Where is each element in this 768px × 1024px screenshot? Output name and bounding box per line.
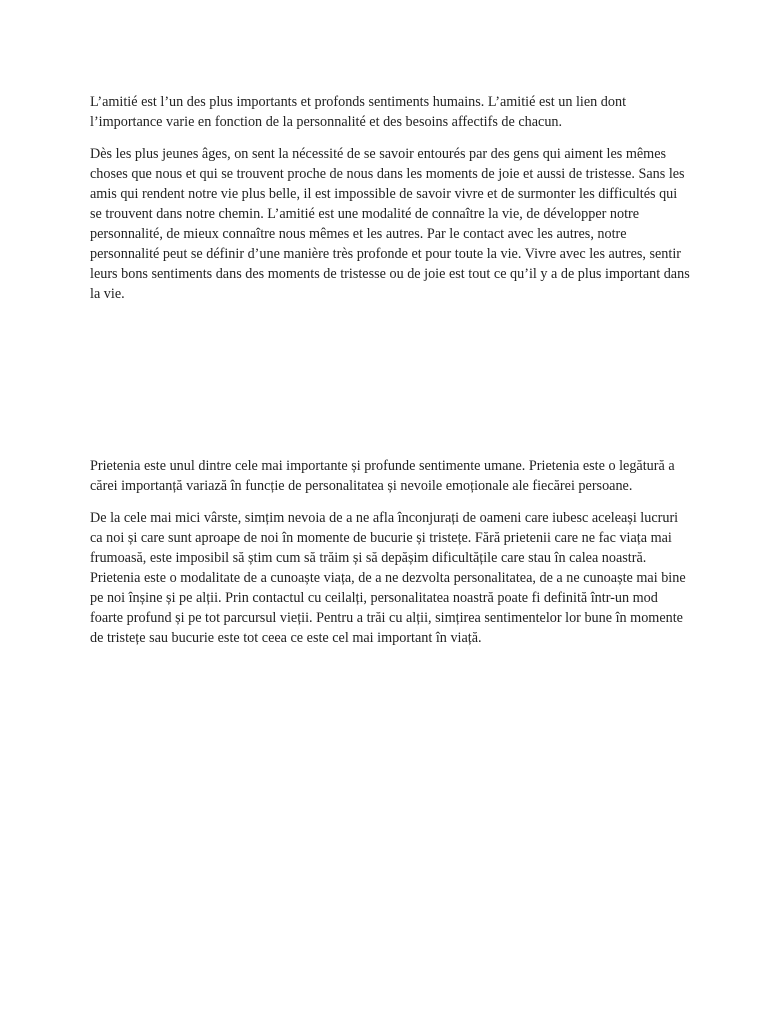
romanian-text-block (90, 456, 690, 660)
french-paragraph-1: L’amitié est l’un des plus importants et profonds sentiments humains. L’amitié est un lien dont l’importance varie en fonction de la personnalité et des besoins affectifs de chacun. (90, 94, 627, 130)
french-paragraph-2: Dès les plus jeunes âges, on sent la nécessité de se savoir entourés par des gens qui aiment les mêmes choses que nous et qui se trouvent proche de nous dans les moments de joie et aussi de tristesse. Sans les amis qui rendent notre vie plus belle, il est impossible de savoir vivre et de surmonter les difficultés qui se trouvent dans notre chemin. L’amitié est une modalité de connaître la vie, de développer notre personnalité, de mieux connaître nous mêmes et les autres. Par le contact avec les autres, notre personnalité peut se définir d’une manière très profonde et pour toute la vie. Vivre avec les autres, sentir leurs bons sentiments dans des moments de tristesse ou de joie est tout ce qu’il y a de plus important dans la vie. (90, 146, 690, 302)
romanian-paragraph-1: Prietenia este unul dintre cele mai importante și profunde sentimente umane. Prietenia este o legătură a cărei importanță variază în funcție de personalitatea și nevoile emoționale ale fiecărei persoane. (90, 458, 675, 494)
romanian-paragraph-2: De la cele mai mici vârste, simțim nevoia de a ne afla înconjurați de oameni care iubesc aceleași lucruri ca noi și care sunt aproape de noi în momente de bucurie și tristețe. Fără prietenii care ne fac viața mai frumoasă, este imposibil să știm cum să trăim și să depășim dificultățile care stau în calea noastră. Prietenia este o modalitate de a cunoaște viața, de a ne dezvolta personalitatea, de a ne cunoaște mai bine pe noi înșine și pe alții. Prin contactul cu ceilalți, personalitatea noastră poate fi definită într-un mod foarte profund și pe tot parcursul vieții. Pentru a trăi cu alții, simțirea sentimentelor lor bune în momente de tristețe sau bucurie este tot ceea ce este cel mai important în viață. (90, 510, 686, 646)
french-text-block (90, 92, 690, 316)
